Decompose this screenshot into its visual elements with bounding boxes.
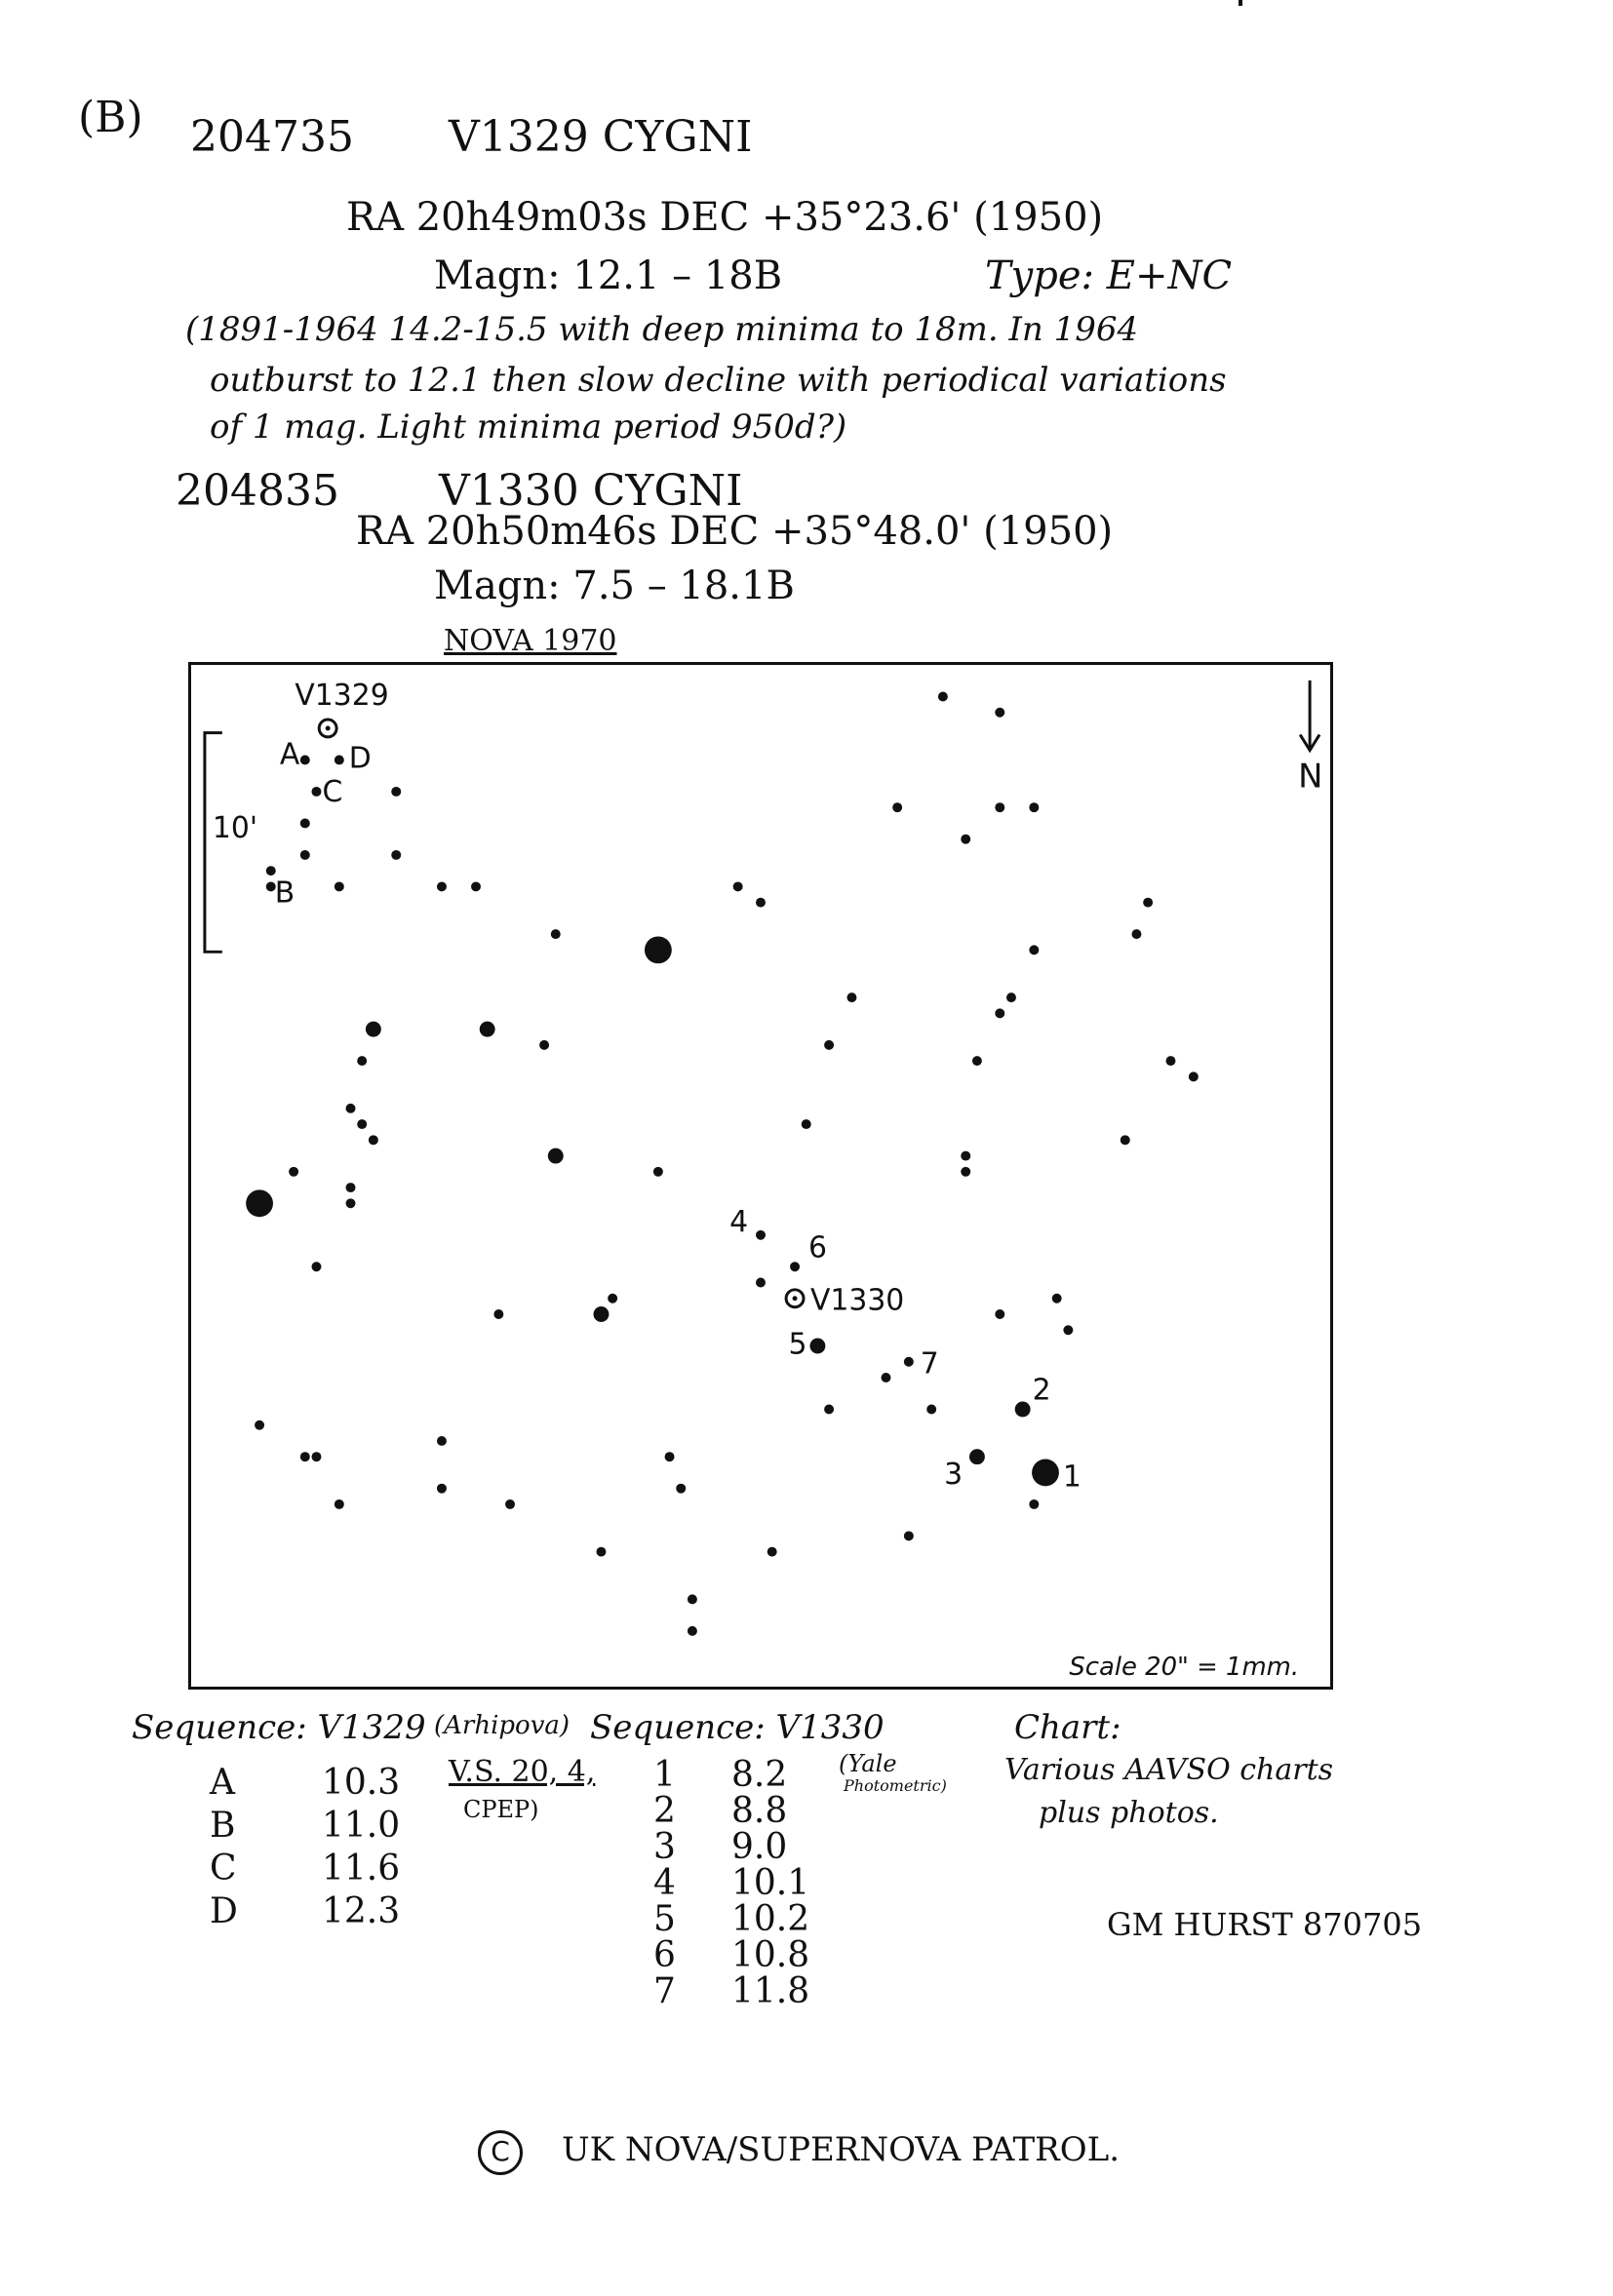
comparison-star-4	[756, 1230, 766, 1240]
comparison-star-7	[904, 1357, 914, 1367]
star1-type: Type: E+NC	[985, 253, 1233, 298]
variable-star-label: V1330	[809, 1283, 905, 1318]
field-star	[995, 708, 1004, 718]
comparison-star-label: 6	[807, 1230, 827, 1265]
comparison-star-label: A	[279, 737, 300, 772]
field-star	[972, 1056, 982, 1066]
finder-chart	[188, 662, 1333, 1690]
comparison-star-label: C	[322, 774, 343, 809]
comparison-star-6	[790, 1262, 800, 1271]
field-star	[1143, 898, 1153, 908]
v1329-sequence-ref-2: CPEP)	[463, 1796, 539, 1823]
field-star	[437, 1484, 447, 1494]
field-star	[357, 1056, 367, 1066]
sequence-star: B	[210, 1806, 236, 1846]
v1329-sequence-ref-1: V.S. 20, 4,	[449, 1755, 596, 1789]
field-star	[548, 1148, 564, 1164]
variable-star-label: V1329	[295, 679, 389, 714]
v1330-sequence-source-2: Photometric)	[844, 1776, 947, 1795]
field-star	[505, 1499, 515, 1509]
field-star	[756, 898, 766, 908]
field-star	[882, 1373, 891, 1382]
field-star	[1063, 1325, 1073, 1335]
field-star	[756, 1278, 766, 1288]
star1-note-line3: of 1 mag. Light minima period 950d?)	[210, 408, 847, 447]
comparison-star-label: 1	[1062, 1459, 1082, 1495]
star1-name: V1329 CYGNI	[449, 112, 753, 162]
field-star	[551, 929, 561, 939]
field-star	[391, 787, 401, 797]
field-star	[733, 881, 743, 891]
field-star	[665, 1452, 675, 1461]
sequence-magnitude: 10.3	[322, 1763, 401, 1803]
copyright-icon: C	[478, 2130, 523, 2175]
star1-magn: Magn: 12.1 – 18B	[434, 253, 783, 298]
north-label: N	[1298, 757, 1323, 796]
comparison-star-label: 4	[729, 1204, 749, 1239]
field-star	[594, 1306, 610, 1322]
field-star	[597, 1547, 607, 1557]
comparison-star-label: 2	[1032, 1373, 1051, 1408]
field-star	[824, 1040, 834, 1050]
variable-star-dot	[326, 725, 331, 730]
star1-note-line2: outburst to 12.1 then slow decline with periodical variations	[210, 361, 1227, 400]
star2-nova: NOVA 1970	[444, 624, 617, 658]
label-b: (B)	[78, 93, 143, 142]
field-star	[346, 1104, 356, 1113]
field-star	[300, 818, 310, 828]
field-star	[961, 1167, 970, 1177]
field-star	[1052, 1294, 1062, 1304]
sequence-magnitude: 10.8	[731, 1935, 810, 1975]
footer-text: UK NOVA/SUPERNOVA PATROL.	[562, 2130, 1121, 2169]
comparison-star-label: B	[274, 876, 295, 911]
sequence-magnitude: 8.2	[731, 1755, 788, 1795]
field-star	[1121, 1135, 1130, 1145]
page-speck	[1239, 0, 1242, 6]
field-star	[1029, 1499, 1039, 1509]
comparison-star-5	[809, 1339, 825, 1354]
star1-coords: RA 20h49m03s DEC +35°23.6' (1950)	[346, 195, 1104, 240]
sequence-star: 1	[653, 1755, 676, 1795]
chart-source-title: Chart:	[1014, 1708, 1121, 1747]
sequence-magnitude: 8.8	[731, 1791, 788, 1831]
field-star	[289, 1167, 298, 1177]
comparison-star-C	[312, 787, 322, 797]
field-star	[824, 1404, 834, 1414]
field-star	[995, 802, 1004, 812]
star2-magn: Magn: 7.5 – 18.1B	[434, 564, 795, 608]
field-star	[938, 692, 948, 702]
field-star	[366, 1022, 381, 1037]
field-star	[1166, 1056, 1176, 1066]
field-star	[1029, 802, 1039, 812]
field-star	[1006, 992, 1016, 1002]
comparison-star-label: 3	[944, 1458, 964, 1493]
sequence-magnitude: 11.8	[731, 1971, 810, 2011]
field-star	[1029, 945, 1039, 954]
sequence-star: 6	[653, 1935, 676, 1975]
sequence-star: D	[210, 1891, 238, 1931]
comparison-star-A	[300, 755, 310, 764]
chart-author: GM HURST 870705	[1107, 1906, 1423, 1943]
field-star	[334, 881, 344, 891]
field-star	[493, 1309, 503, 1319]
field-star	[767, 1547, 777, 1557]
sequence-star: C	[210, 1848, 237, 1888]
scale-text: Scale 20" = 1mm.	[1069, 1653, 1300, 1683]
v1329-sequence-source: (Arhipova)	[434, 1711, 570, 1740]
comparison-star-label: D	[348, 741, 372, 776]
field-star	[846, 992, 856, 1002]
v1330-sequence-source-1: (Yale	[839, 1750, 897, 1777]
field-star	[802, 1119, 811, 1129]
field-star	[608, 1294, 617, 1304]
star2-coords: RA 20h50m46s DEC +35°48.0' (1950)	[356, 509, 1114, 554]
field-star	[961, 1151, 970, 1161]
chart-source-line2: plus photos.	[1039, 1796, 1219, 1830]
field-star	[892, 802, 902, 812]
comparison-star-2	[1015, 1402, 1031, 1418]
comparison-star-label: 5	[788, 1327, 807, 1362]
field-star	[995, 1008, 1004, 1018]
field-star	[471, 881, 481, 891]
field-star	[334, 1499, 344, 1509]
field-star	[645, 936, 672, 963]
field-star	[688, 1626, 697, 1636]
sequence-magnitude: 11.6	[322, 1848, 401, 1888]
field-star	[926, 1404, 936, 1414]
field-star	[346, 1198, 356, 1208]
field-star	[346, 1183, 356, 1192]
field-star	[539, 1040, 549, 1050]
comparison-star-3	[969, 1449, 985, 1464]
sequence-star: 2	[653, 1791, 676, 1831]
field-star	[312, 1452, 322, 1461]
field-star	[688, 1594, 697, 1604]
scale-bracket-label: 10'	[212, 810, 258, 845]
field-star	[961, 835, 970, 844]
field-star	[357, 1119, 367, 1129]
sequence-star: 4	[653, 1863, 676, 1903]
field-star	[1189, 1071, 1199, 1081]
sequence-magnitude: 10.1	[731, 1863, 810, 1903]
field-star	[266, 866, 276, 876]
field-star	[653, 1167, 663, 1177]
sequence-magnitude: 9.0	[731, 1827, 788, 1867]
comparison-star-label: 7	[920, 1346, 939, 1381]
star2-name: V1330 CYGNI	[439, 466, 743, 516]
field-star	[300, 1452, 310, 1461]
field-star	[300, 850, 310, 860]
field-star	[246, 1189, 273, 1217]
comparison-star-D	[334, 755, 344, 764]
v1329-sequence-title: Sequence: V1329	[132, 1708, 426, 1747]
field-star	[1131, 929, 1141, 939]
sequence-star: 3	[653, 1827, 676, 1867]
field-star	[437, 881, 447, 891]
star1-note-line1: (1891-1964 14.2-15.5 with deep minima to 18m. In 1964	[185, 310, 1139, 349]
v1330-sequence-title: Sequence: V1330	[590, 1708, 885, 1747]
field-star	[995, 1309, 1004, 1319]
chart-source-line1: Various AAVSO charts	[1004, 1753, 1334, 1787]
field-star	[904, 1531, 914, 1540]
star1-id: 204735	[190, 112, 354, 162]
comparison-star-1	[1032, 1459, 1059, 1487]
sequence-magnitude: 10.2	[731, 1899, 810, 1939]
sequence-magnitude: 11.0	[322, 1806, 401, 1846]
star2-id: 204835	[176, 466, 339, 516]
field-star	[369, 1135, 378, 1145]
sequence-magnitude: 12.3	[322, 1891, 401, 1931]
field-star	[312, 1262, 322, 1271]
sequence-star: A	[210, 1763, 235, 1803]
field-star	[676, 1484, 686, 1494]
star-field	[191, 665, 1330, 1687]
variable-star-dot	[793, 1296, 798, 1301]
field-star	[391, 850, 401, 860]
sequence-star: 7	[653, 1971, 676, 2011]
field-star	[255, 1420, 264, 1430]
sequence-star: 5	[653, 1899, 676, 1939]
footer	[478, 2130, 1120, 2175]
field-star	[480, 1022, 495, 1037]
field-star	[437, 1436, 447, 1446]
